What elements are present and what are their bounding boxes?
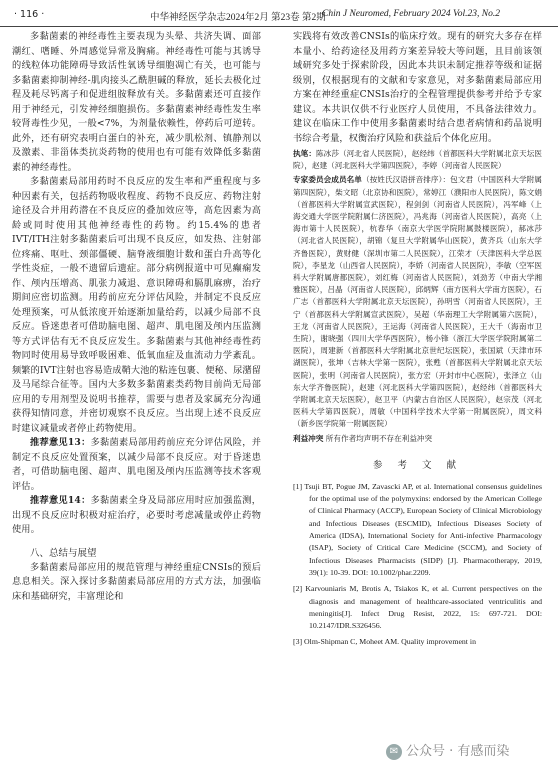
- recommendation-label: 推荐意见13：: [30, 437, 91, 448]
- reference-item: [1] Tsuji BT, Pogue JM, Zavascki AP, et al. International consensus guidelines for the optimal use of the polymyxins: endorsed by the American College of Clinical Pharmacy (ACCP), European Society of Clinical Microbiology and Infectious Diseases (ESCMID), Infectious Diseases Society of America (IDSA), International Society for Anti-infective Pharmacology (ISAP), Society of Critical Care Medicine (SCCM), and Society of Infectious Diseases Pharmacists (SIDP) [J]. Pharmacotherapy, 2019, 39(1): 10-39. DOI: 10.1002/phar.2209.: [293, 481, 542, 577]
- watermark: [386, 740, 509, 760]
- paragraph: 实践将有效改善CNSIs的临床疗效。现有的研究大多存在样本量小、给药途径及用药方案差异较大等问题，且目前该领域研究多处于探索阶段，因此本共识未制定推荐等级和证据级别，仅根据现有的文献和专家意见，对多黏菌素局部应用方案在神经重症CNSIs治疗的全程管理提供参考并给予专家建议。本共识仅供不行业医疗人员使用，不具备法律效力。建议在临床工作中使用多黏菌素时结合患者病情和药品说明书综合考量，权衡治疗风险和获益后个体化应用。: [293, 31, 542, 144]
- right-column: [293, 30, 542, 748]
- recommendation-text: 多黏菌素全身及局部应用时应加强监测，出现不良反应时积极对症治疗，必要时考虑减量或停止药物使用。: [12, 495, 261, 535]
- conflict-text: 所有作者均声明不存在利益冲突: [325, 433, 433, 443]
- journal-title-cn: 中华神经医学杂志2024年2月 第23卷 第2期: [150, 13, 326, 23]
- authors-block: [293, 148, 542, 172]
- section-heading: 八、总结与展望: [30, 547, 97, 559]
- committee-block: [293, 174, 542, 430]
- recommendation-13: [12, 436, 261, 494]
- paragraph: 多黏菌素局部用药时不良反应的发生率和严重程度与多种因素有关，包括药物吸收程度、药物不良反应、药物注射途径及合并用药潜在不良反应的叠加效应等，高危因素为高龄或同时使用其他神经毒性的药物。约15.4%的患者IVT/ITH注射多黏菌素后可出现不良反应，如发热、注射部位疼痛、呕吐、颈部僵硬、脑脊液细胞计数和蛋白升高等化学性炎症，一般不遗留后遗症。部分病例报道中可见癫痫发作、颅内压增高、肌张力减退、意识障碍和膈肌麻痹，治疗期间应密切监测。用药前应充分评估风险，并制定不良反应处理预案，可从低浓度开始逐渐加量给药，以减少局部不良反应。昏迷患者可借助脑电图、超声、肌电图及颅内压监测等方式评估有无不良反应发生。多黏菌素与其他神经毒性药物同时使用易导致呼吸困难、低氧血症及血流动力学紊乱。频繁的IVT注射也容易造成鞘大池的粘连包裹、便秘、尿潴留及马尾综合征等。国内大多数多黏菌素类药物目前尚无局部应用的专用剂型及说明书推荐，需要与患者及家属充分沟通获得知情同意，并密切观察不良反应。当出现上述不良反应时建议减量或者停止药物使用。: [12, 176, 261, 434]
- paragraph: 多黏菌素的神经毒性主要表现为头晕、共济失调、面部潮红、嗜睡、外周感觉异常及胸痛。神经毒性可能与其诱导的线粒体功能障碍导致活性氧诱导细胞凋亡有关，也可能与多黏菌素抑制神经-肌肉接头乙酰胆碱的释放，延长去极化过程及耗尽钙离子和促进组胺释放有关。多黏菌素还可直接作用于神经元，引发神经细胞损伤。多黏菌素神经毒性发生率较肾毒性少见，一般<7%，为剂量依赖性，停药后可逆转。此外，还有研究表明白蛋白的补充，减少肌松剂、镇静剂以及激素、非甾体类抗炎药物的使用也有可能有效降低多黏菌素的神经毒性。: [12, 31, 261, 173]
- committee-label: 专家委员会成员名单: [293, 175, 362, 185]
- references-title: 参 考 文 献: [372, 459, 463, 471]
- watermark-text: 公众号 · 有感而染: [406, 744, 510, 759]
- page-number: · 116 ·: [14, 9, 45, 20]
- journal-title-en: Chin J Neuromed, February 2024 Vol.23, No.2: [322, 9, 501, 19]
- committee-text: （按姓氏汉语拼音排序）：包文君（中国医科大学附属第四医院），柴文昭（北京协和医院），常婷江（濮阳市人民医院），陈文娟（首都医科大学附属宣武医院），程剑剑（河南省人民医院），冯军峰（上海交通大学医学院附属仁济医院），冯兆海（河南省人民医院），高亮（上海市第十人民医院），杭春华（南京大学医学院附属鼓楼医院），郝冰莎（河北省人民医院），胡锦（复旦大学附属华山医院），黄齐兵（山东大学齐鲁医院），黄财健（深圳市第二人民医院），江荣才（天津医科大学总医院），李星龙（山西省人民医院），李娇（河南省人民医院），李敏（空军医科大学附属唐都医院），刘红梅（河南省人民医院），刘劲芳（中南大学湘雅医院），吕晶（河南省人民医院），邱炳辉（南方医科大学南方医院），石广志（首都医科大学附属北京天坛医院），孙明雪（河南省人民医院），王宁（首都医科大学附属宣武医院），吴超（华南理工大学附属第六医院），王龙（河南省人民医院），王运海（河南省人民医院），王大千（海南市卫生院），谢晓强（四川大学华西医院），杨小锋（浙江大学医学院附属第二医院），周建新（首都医科大学附属北京世纪坛医院），张国斌（天津市环湖医院），张坤（吉林大学第一医院），张甦（首都医科大学附属北京天坛医院），张明（河南省人民医院），张方宏（开封市中心医院），张泽立（山东大学齐鲁医院），赵建（河北医科大学第四医院），赵经纬（首都医科大学附属北京天坛医院），赵卫平（内蒙古自治区人民医院），赵宗茂（河北医科大学第四医院），周敏（中国科学技术大学第一附属医院），周文科（新乡医学院第一附属医院）: [293, 175, 542, 429]
- left-column: [12, 30, 261, 748]
- reference-item: [2] Karvouniaris M, Brotis A, Tsiakos K, et al. Current perspectives on the diagnosis and management of healthcare-associated ventriculitis and meningitis[J]. Infect Drug Resist, 2022, 15: 697-721. DOI: 10.2147/IDR.S326456.: [293, 584, 542, 631]
- reference-item: [3] Olm-Shipman C, Moheet AM. Quality improvement in: [293, 637, 476, 647]
- conflict-label: 利益冲突: [293, 433, 324, 443]
- authors-label: 执笔：: [293, 149, 316, 158]
- authors-text: 陈冰莎（河北省人民医院），赵经纬（首都医科大学附属北京天坛医院），赵建（河北医科大学第四医院），李婷（河南省人民医院）: [293, 149, 542, 171]
- conflict-block: [293, 433, 542, 445]
- recommendation-label: 推荐意见14：: [30, 495, 91, 506]
- recommendation-text: 多黏菌素局部用药前应充分评估风险，并制定不良反应处置预案，以减少局部不良反应。对于昏迷患者，可借助脑电图、超声、肌电图及颅内压监测等技术客观评估。: [12, 437, 261, 492]
- paragraph: 多黏菌素局部应用的规范管理与神经重症CNSIs的预后息息相关。深入探讨多黏菌素局部应用的方式方法，加强临床和基础研究，丰富理论和: [12, 561, 261, 602]
- wechat-icon: ✉: [386, 744, 402, 760]
- page-header: [0, 0, 558, 27]
- recommendation-14: [12, 494, 261, 538]
